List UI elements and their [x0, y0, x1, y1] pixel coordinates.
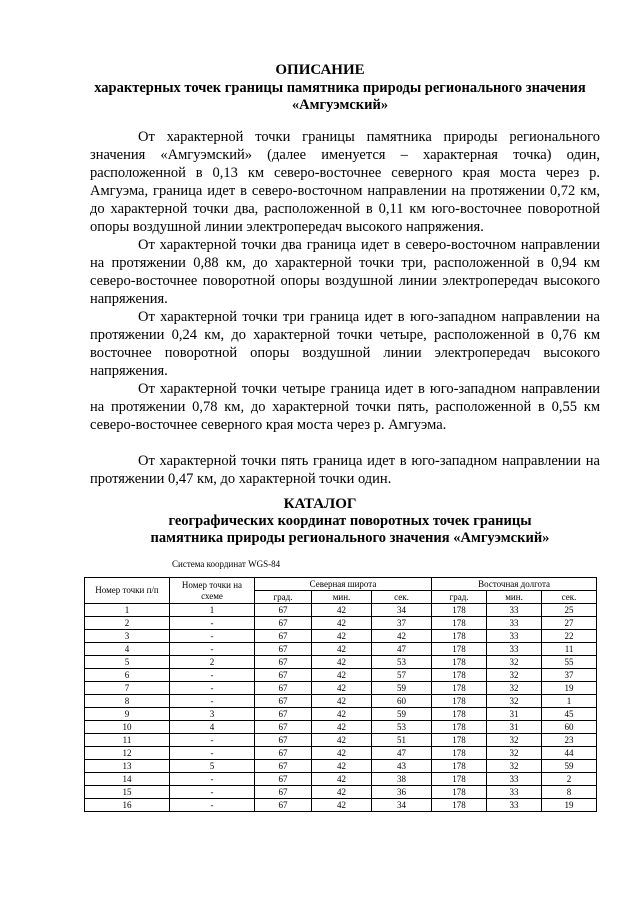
- cell-lat-sec: 42: [372, 630, 432, 643]
- cell-lon-sec: 25: [542, 604, 597, 617]
- cell-lat-sec: 53: [372, 656, 432, 669]
- cell-lat-sec: 34: [372, 604, 432, 617]
- cell-point-num: 9: [85, 708, 170, 721]
- cell-scheme-num: -: [170, 734, 255, 747]
- cell-lon-deg: 178: [432, 630, 487, 643]
- cell-scheme-num: 5: [170, 760, 255, 773]
- table-row: [85, 643, 597, 656]
- cell-scheme-num: 1: [170, 604, 255, 617]
- header-scheme-num: Номер точки на схеме: [170, 578, 255, 604]
- table-row: [85, 721, 597, 734]
- cell-point-num: 15: [85, 786, 170, 799]
- cell-lon-deg: 178: [432, 721, 487, 734]
- cell-lon-deg: 178: [432, 734, 487, 747]
- cell-lat-sec: 43: [372, 760, 432, 773]
- cell-lon-sec: 2: [542, 773, 597, 786]
- cell-lon-sec: 8: [542, 786, 597, 799]
- cell-point-num: 14: [85, 773, 170, 786]
- cell-lon-sec: 23: [542, 734, 597, 747]
- cell-lat-min: 42: [312, 643, 372, 656]
- cell-lat-min: 42: [312, 721, 372, 734]
- cell-lat-min: 42: [312, 773, 372, 786]
- header-north-latitude: Северная широта: [255, 578, 432, 591]
- catalog-subtitle-line2: памятника природы регионального значения «Амгуэмский»: [150, 530, 550, 546]
- cell-lon-min: 32: [487, 747, 542, 760]
- cell-lon-deg: 178: [432, 708, 487, 721]
- cell-lat-deg: 67: [255, 760, 312, 773]
- cell-lon-sec: 1: [542, 695, 597, 708]
- cell-lon-deg: 178: [432, 682, 487, 695]
- table-row: [85, 734, 597, 747]
- cell-lon-min: 32: [487, 682, 542, 695]
- coordinates-table: [84, 577, 597, 812]
- cell-lat-deg: 67: [255, 630, 312, 643]
- cell-lat-sec: 51: [372, 734, 432, 747]
- cell-lon-sec: 37: [542, 669, 597, 682]
- cell-point-num: 11: [85, 734, 170, 747]
- paragraph-5: От характерной точки пять граница идет в юго-западном направлении на протяжении 0,47 км, до характерной точки один.: [90, 453, 600, 487]
- cell-lat-min: 42: [312, 669, 372, 682]
- cell-scheme-num: -: [170, 786, 255, 799]
- cell-lat-deg: 67: [255, 604, 312, 617]
- paragraph-1: От характерной точки границы памятника природы регионального значения «Амгуэмский» (далее именуется – характерная точка) один, расположенной в 0,13 км северо-восточнее северного края моста через р. Амгуэма, граница идет в северо-восточном направлении на протяжении 0,72 км, до характерной точки два, расположенной в 0,11 км юго-восточнее поворотной опоры воздушной линии электропередач высокого напряжения.: [90, 129, 600, 235]
- cell-scheme-num: -: [170, 617, 255, 630]
- cell-lat-deg: 67: [255, 682, 312, 695]
- cell-lon-min: 32: [487, 760, 542, 773]
- cell-point-num: 6: [85, 669, 170, 682]
- cell-lat-deg: 67: [255, 617, 312, 630]
- cell-lon-min: 33: [487, 786, 542, 799]
- cell-lat-sec: 38: [372, 773, 432, 786]
- cell-lat-deg: 67: [255, 708, 312, 721]
- cell-lon-sec: 45: [542, 708, 597, 721]
- cell-lat-min: 42: [312, 630, 372, 643]
- cell-lon-sec: 22: [542, 630, 597, 643]
- cell-lat-deg: 67: [255, 695, 312, 708]
- header-lat-deg: град.: [255, 591, 312, 604]
- header-point-num: Номер точки п/п: [85, 578, 170, 604]
- cell-lat-sec: 59: [372, 682, 432, 695]
- header-lat-min: мин.: [312, 591, 372, 604]
- cell-lat-deg: 67: [255, 799, 312, 812]
- cell-lon-sec: 19: [542, 799, 597, 812]
- cell-lat-sec: 47: [372, 747, 432, 760]
- cell-lon-min: 31: [487, 708, 542, 721]
- cell-lat-min: 42: [312, 760, 372, 773]
- cell-point-num: 4: [85, 643, 170, 656]
- table-row: [85, 760, 597, 773]
- cell-lat-min: 42: [312, 747, 372, 760]
- cell-lon-deg: 178: [432, 786, 487, 799]
- cell-lat-deg: 67: [255, 786, 312, 799]
- table-row: [85, 604, 597, 617]
- cell-lat-sec: 34: [372, 799, 432, 812]
- coordinate-system-label: Система координат WGS-84: [172, 559, 281, 569]
- table-row: [85, 747, 597, 760]
- cell-lat-min: 42: [312, 799, 372, 812]
- cell-lon-deg: 178: [432, 799, 487, 812]
- cell-lon-deg: 178: [432, 669, 487, 682]
- cell-lat-min: 42: [312, 708, 372, 721]
- cell-lat-sec: 60: [372, 695, 432, 708]
- header-lon-min: мин.: [487, 591, 542, 604]
- table-row: [85, 695, 597, 708]
- table-row: [85, 708, 597, 721]
- cell-lat-min: 42: [312, 695, 372, 708]
- cell-lon-sec: 11: [542, 643, 597, 656]
- cell-lon-min: 32: [487, 669, 542, 682]
- cell-point-num: 13: [85, 760, 170, 773]
- cell-lon-deg: 178: [432, 643, 487, 656]
- cell-lon-sec: 59: [542, 760, 597, 773]
- cell-lat-sec: 36: [372, 786, 432, 799]
- cell-lat-sec: 57: [372, 669, 432, 682]
- cell-scheme-num: -: [170, 643, 255, 656]
- cell-lat-min: 42: [312, 682, 372, 695]
- cell-lat-deg: 67: [255, 669, 312, 682]
- cell-scheme-num: -: [170, 695, 255, 708]
- cell-lon-min: 31: [487, 721, 542, 734]
- cell-lat-deg: 67: [255, 773, 312, 786]
- cell-scheme-num: -: [170, 773, 255, 786]
- cell-lat-sec: 47: [372, 643, 432, 656]
- cell-lat-sec: 37: [372, 617, 432, 630]
- paragraph-4: От характерной точки четыре граница идет в юго-западном направлении на протяжении 0,78 км, до характерной точки пять, расположенной в 0,55 км северо-восточнее северного края моста через р. Амгуэма.: [90, 381, 600, 433]
- cell-lon-deg: 178: [432, 656, 487, 669]
- cell-lon-deg: 178: [432, 747, 487, 760]
- cell-lat-min: 42: [312, 604, 372, 617]
- cell-lat-deg: 67: [255, 656, 312, 669]
- cell-lon-min: 33: [487, 643, 542, 656]
- paragraph-3: От характерной точки три граница идет в юго-западном направлении на протяжении 0,24 км, до характерной точки четыре, расположенной в 0,76 км восточнее поворотной опоры воздушной линии электропередач высокого напряжения.: [90, 309, 600, 379]
- page-subtitle-line2: «Амгуэмский»: [291, 97, 389, 113]
- cell-lon-min: 33: [487, 617, 542, 630]
- header-lon-deg: град.: [432, 591, 487, 604]
- cell-point-num: 12: [85, 747, 170, 760]
- cell-lon-sec: 60: [542, 721, 597, 734]
- cell-lon-sec: 55: [542, 656, 597, 669]
- cell-lat-deg: 67: [255, 721, 312, 734]
- cell-lat-deg: 67: [255, 747, 312, 760]
- table-row: [85, 630, 597, 643]
- cell-lat-min: 42: [312, 734, 372, 747]
- cell-lon-deg: 178: [432, 695, 487, 708]
- cell-lon-deg: 178: [432, 773, 487, 786]
- cell-point-num: 2: [85, 617, 170, 630]
- cell-lon-min: 33: [487, 773, 542, 786]
- cell-scheme-num: 2: [170, 656, 255, 669]
- paragraph-2: От характерной точки два граница идет в северо-восточном направлении на протяжении 0,88 км, до характерной точки три, расположенной в 0,94 км северо-восточнее поворотной опоры воздушной линии электропередач высокого напряжения.: [90, 237, 600, 307]
- cell-lon-deg: 178: [432, 760, 487, 773]
- cell-lon-sec: 27: [542, 617, 597, 630]
- table-row: [85, 669, 597, 682]
- cell-lon-min: 32: [487, 734, 542, 747]
- cell-lat-sec: 53: [372, 721, 432, 734]
- cell-lon-min: 33: [487, 630, 542, 643]
- cell-lon-deg: 178: [432, 604, 487, 617]
- cell-point-num: 7: [85, 682, 170, 695]
- cell-point-num: 8: [85, 695, 170, 708]
- table-row: [85, 799, 597, 812]
- catalog-subtitle-line1: географических координат поворотных точек границы: [168, 513, 532, 529]
- cell-lat-min: 42: [312, 786, 372, 799]
- cell-lon-min: 32: [487, 695, 542, 708]
- cell-point-num: 1: [85, 604, 170, 617]
- cell-lat-deg: 67: [255, 643, 312, 656]
- table-row: [85, 682, 597, 695]
- cell-lon-min: 33: [487, 799, 542, 812]
- header-lat-sec: сек.: [372, 591, 432, 604]
- cell-lon-deg: 178: [432, 617, 487, 630]
- cell-scheme-num: -: [170, 747, 255, 760]
- table-row: [85, 786, 597, 799]
- cell-lat-sec: 59: [372, 708, 432, 721]
- cell-scheme-num: -: [170, 669, 255, 682]
- table-row: [85, 656, 597, 669]
- page-subtitle-line1: характерных точек границы памятника природы регионального значения: [94, 80, 586, 96]
- cell-lat-min: 42: [312, 617, 372, 630]
- cell-point-num: 3: [85, 630, 170, 643]
- cell-lon-sec: 19: [542, 682, 597, 695]
- cell-scheme-num: 3: [170, 708, 255, 721]
- header-lon-sec: сек.: [542, 591, 597, 604]
- table-row: [85, 773, 597, 786]
- table-row: [85, 617, 597, 630]
- cell-lat-min: 42: [312, 656, 372, 669]
- cell-scheme-num: -: [170, 682, 255, 695]
- page-title: ОПИСАНИЕ: [275, 62, 365, 78]
- cell-point-num: 16: [85, 799, 170, 812]
- cell-lat-deg: 67: [255, 734, 312, 747]
- catalog-title: КАТАЛОГ: [283, 496, 357, 512]
- cell-scheme-num: -: [170, 630, 255, 643]
- cell-scheme-num: 4: [170, 721, 255, 734]
- cell-scheme-num: -: [170, 799, 255, 812]
- cell-point-num: 5: [85, 656, 170, 669]
- cell-lon-sec: 44: [542, 747, 597, 760]
- header-east-longitude: Восточная долгота: [432, 578, 597, 591]
- cell-lon-min: 32: [487, 656, 542, 669]
- cell-point-num: 10: [85, 721, 170, 734]
- cell-lon-min: 33: [487, 604, 542, 617]
